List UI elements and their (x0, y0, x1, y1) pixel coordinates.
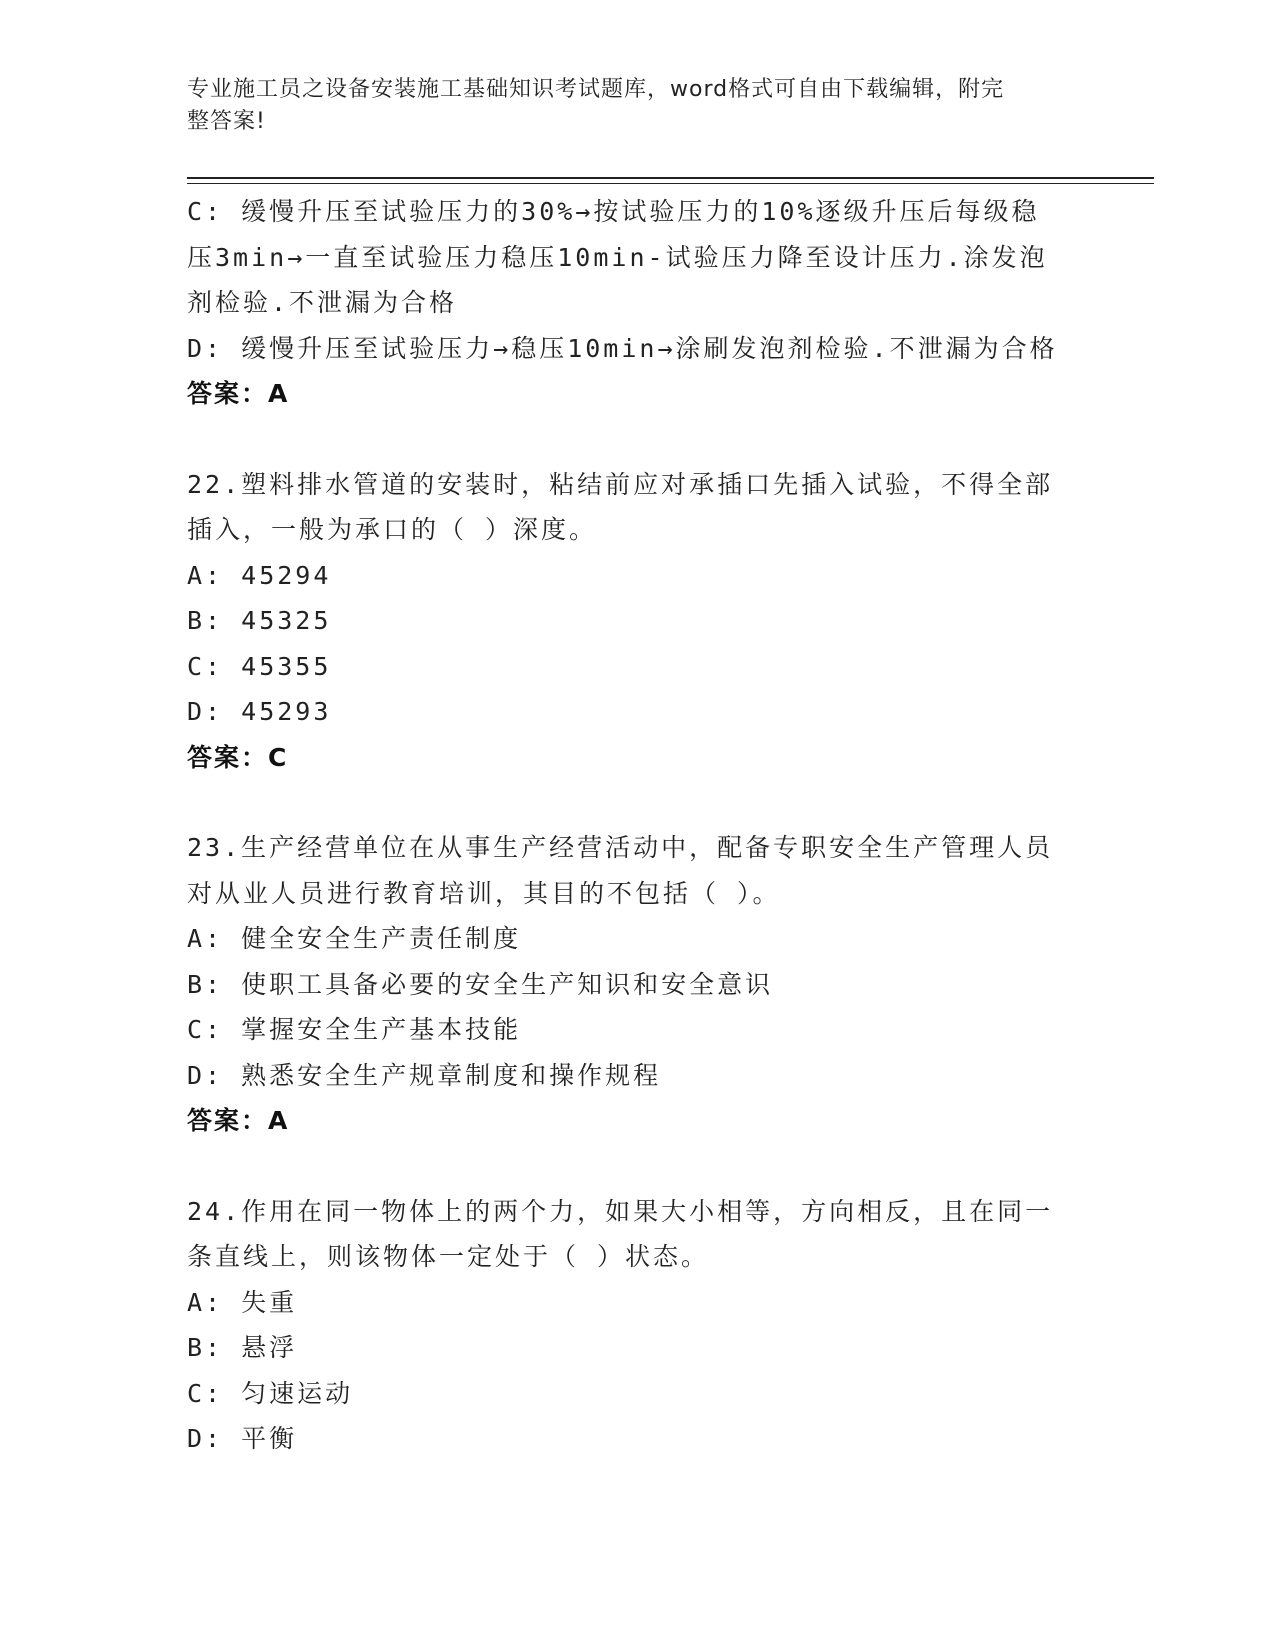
answer: 答案：A (187, 379, 290, 408)
header-rule-thin (187, 183, 1154, 184)
option-b: B: 45325 (187, 606, 332, 635)
option-d: D: 平衡 (187, 1424, 298, 1453)
option-d: D: 缓慢升压至试验压力→稳压10min→涂刷发泡剂检验.不泄漏为合格 (187, 333, 1058, 363)
question-stem-line-1: 23.生产经营单位在从事生产经营活动中，配备专职安全生产管理人员 (187, 833, 1054, 862)
spacer (187, 1144, 1087, 1189)
option-a: A: 失重 (187, 1287, 298, 1317)
question-stem-line-2: 条直线上，则该物体一定处于（ ）状态。 (187, 1242, 710, 1271)
option-b: B: 使职工具备必要的安全生产知识和安全意识 (187, 969, 774, 999)
header-line-1: 专业施工员之设备安装施工基础知识考试题库，word格式可自由下载编辑，附完 (187, 77, 1005, 102)
option-d: D: 45293 (187, 697, 332, 726)
option-d: D: 熟悉安全生产规章制度和操作规程 (187, 1060, 662, 1090)
question-stem-line-1: 22.塑料排水管道的安装时，粘结前应对承插口先插入试验，不得全部 (187, 469, 1054, 499)
answer: 答案：A (187, 1106, 290, 1135)
answer: 答案：C (187, 742, 289, 772)
option-c-line-1: C: 缓慢升压至试验压力的30%→按试验压力的10%逐级升压后每级稳 (187, 197, 1040, 226)
spacer (187, 780, 1087, 825)
header-line-2: 整答案! (187, 109, 266, 134)
question-23 (187, 825, 1087, 1144)
question-stem-line-1: 24.作用在同一物体上的两个力，如果大小相等，方向相反，且在同一 (187, 1196, 1054, 1226)
header-rule-thick (187, 177, 1154, 179)
question-24 (187, 1189, 1087, 1462)
question-21-continuation (187, 189, 1087, 417)
question-content (187, 189, 1087, 1462)
question-stem-line-2: 插入，一般为承口的（ ）深度。 (187, 515, 598, 544)
option-a: A: 45294 (187, 560, 332, 590)
option-c: C: 匀速运动 (187, 1378, 354, 1408)
option-c-line-2: 压3min→一直至试验压力稳压10min-试验压力降至设计压力.涂发泡 (187, 242, 1048, 272)
option-a: A: 健全安全生产责任制度 (187, 924, 522, 953)
option-c-line-3: 剂检验.不泄漏为合格 (187, 288, 458, 317)
spacer (187, 417, 1087, 462)
option-b: B: 悬浮 (187, 1333, 298, 1362)
page-header (187, 74, 1067, 138)
option-c: C: 45355 (187, 651, 332, 681)
question-stem-line-2: 对从业人员进行教育培训，其目的不包括（ ）。 (187, 878, 781, 908)
question-22 (187, 462, 1087, 781)
option-c: C: 掌握安全生产基本技能 (187, 1015, 522, 1044)
